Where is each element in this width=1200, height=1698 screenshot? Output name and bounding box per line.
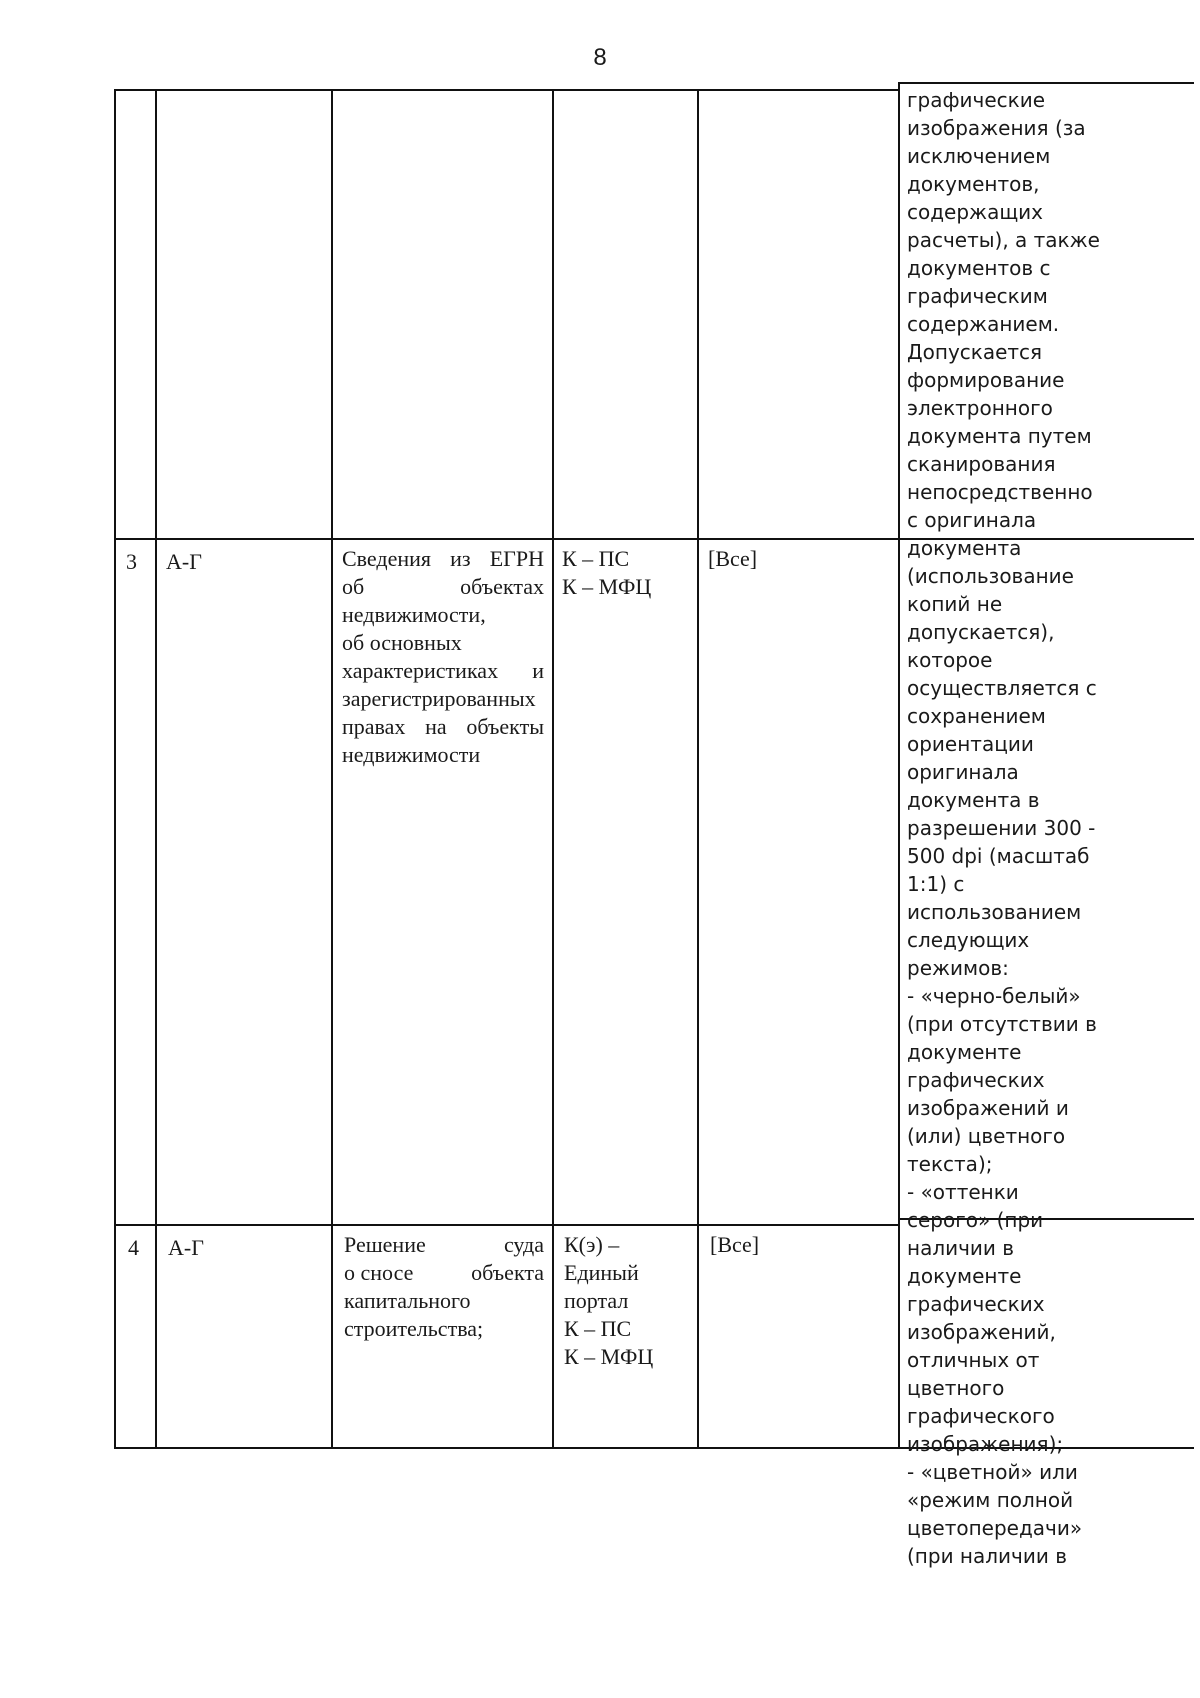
requirements-line: графическим <box>907 284 1048 308</box>
row-4-number: 4 <box>128 1235 139 1260</box>
row-4-channel: К(э) – <box>564 1232 620 1257</box>
row-4-document-line-4: строительства; <box>344 1316 484 1341</box>
requirements-line: (или) цветного <box>907 1124 1066 1148</box>
requirements-text <box>907 86 1192 1570</box>
row-3-number: 3 <box>126 549 137 574</box>
requirements-line: с оригинала <box>907 508 1037 532</box>
col-border-3 <box>552 89 554 1449</box>
requirements-line: изображения); <box>907 1432 1064 1456</box>
col-border-1 <box>155 89 157 1449</box>
row-4-channel: К – МФЦ <box>564 1344 654 1369</box>
requirements-line: осуществляется с <box>907 676 1097 700</box>
requirements-line: расчеты), а также <box>907 228 1100 252</box>
requirements-line: Допускается <box>907 340 1043 364</box>
requirements-line: формирование <box>907 368 1065 392</box>
row-3-document-line-4: об основных <box>342 630 462 655</box>
row-4-channel: К – ПС <box>564 1316 632 1341</box>
col-border-4 <box>697 89 699 1449</box>
requirements-line: изображения (за <box>907 116 1086 140</box>
row-4-channels <box>564 1231 653 1371</box>
requirements-line: следующих <box>907 928 1030 952</box>
row-4-channel: портал <box>564 1288 629 1313</box>
requirements-line: разрешении 300 - <box>907 816 1096 840</box>
row-3-document-line-6: зарегистрированных <box>342 686 536 711</box>
requirements-line: допускается), <box>907 620 1055 644</box>
row-3-channel: К – ПС <box>562 546 630 571</box>
col-border-5 <box>898 82 900 1449</box>
requirements-line: изображений и <box>907 1096 1069 1120</box>
requirements-line: документа в <box>907 788 1040 812</box>
requirements-line: которое <box>907 648 993 672</box>
requirements-line: копий не <box>907 592 1003 616</box>
requirements-line: документов с <box>907 256 1051 280</box>
row-3-document-line-2: об объектах <box>342 574 544 599</box>
requirements-line: (при отсутствии в <box>907 1012 1097 1036</box>
requirements-line: графического <box>907 1404 1055 1428</box>
requirements-line: - «цветной» или <box>907 1460 1078 1484</box>
row-3-code: А-Г <box>166 549 202 574</box>
requirements-line: режимов: <box>907 956 1009 980</box>
row-3-document-line-5: характеристиках и <box>342 658 544 683</box>
row-4-document <box>344 1231 544 1343</box>
requirements-line: (при наличии в <box>907 1544 1067 1568</box>
requirements-line: графических <box>907 1068 1045 1092</box>
requirements-line: электронного <box>907 396 1053 420</box>
requirements-line: текста); <box>907 1152 993 1176</box>
table-top-border-right <box>898 82 1194 84</box>
requirements-line: - «черно-белый» <box>907 984 1081 1008</box>
requirements-line: оригинала <box>907 760 1019 784</box>
requirements-line: документе <box>907 1040 1022 1064</box>
requirements-line: - «оттенки <box>907 1180 1019 1204</box>
requirements-line: графических <box>907 1292 1045 1316</box>
requirements-line: документа <box>907 536 1022 560</box>
row-4-applicants: [Все] <box>710 1232 760 1257</box>
col-border-0 <box>114 89 116 1449</box>
requirements-line: изображений, <box>907 1320 1056 1344</box>
row-4-document-line-2: о сносе объекта <box>344 1260 544 1285</box>
requirements-line: «режим полной <box>907 1488 1074 1512</box>
requirements-line: 1:1) с <box>907 872 965 896</box>
requirements-line: сканирования <box>907 452 1056 476</box>
row-4-top-border <box>114 1224 900 1226</box>
requirements-line: документе <box>907 1264 1022 1288</box>
row-3-channels <box>562 545 651 601</box>
row-3-document-line-8: недвижимости <box>342 742 481 767</box>
row-4-channel: Единый <box>564 1260 639 1285</box>
col-border-2 <box>331 89 333 1449</box>
page-number: 8 <box>593 44 607 71</box>
requirements-line: графические <box>907 88 1046 112</box>
row-3-applicants: [Все] <box>708 546 758 571</box>
requirements-line: непосредственно <box>907 480 1093 504</box>
row-3-document-line-3: недвижимости, <box>342 602 486 627</box>
row-3-document <box>342 545 544 769</box>
requirements-line: исключением <box>907 144 1051 168</box>
requirements-line: использованием <box>907 900 1082 924</box>
requirements-line: содержанием. <box>907 312 1060 336</box>
requirements-line: (использование <box>907 564 1074 588</box>
row-4-document-line-3: капитального <box>344 1288 471 1313</box>
row-4-document-line-1: Решение суда <box>344 1232 544 1257</box>
row-3-document-line-1: Сведения из ЕГРН <box>342 546 544 571</box>
requirements-line: содержащих <box>907 200 1044 224</box>
table-top-border-left <box>114 89 900 91</box>
requirements-line: отличных от <box>907 1348 1040 1372</box>
requirements-line: ориентации <box>907 732 1034 756</box>
row-3-top-border <box>114 538 900 540</box>
requirements-line: цветопередачи» <box>907 1516 1083 1540</box>
requirements-line: 500 dpi (масштаб <box>907 844 1090 868</box>
row-3-channel: К – МФЦ <box>562 574 652 599</box>
requirements-line: цветного <box>907 1376 1005 1400</box>
requirements-line: документа путем <box>907 424 1092 448</box>
requirements-line: наличии в <box>907 1236 1015 1260</box>
requirements-line: документов, <box>907 172 1040 196</box>
row-4-code: А-Г <box>168 1235 204 1260</box>
row-3-document-line-7: правах на объекты <box>342 714 544 739</box>
requirements-line: серого» (при <box>907 1208 1044 1232</box>
requirements-line: сохранением <box>907 704 1046 728</box>
